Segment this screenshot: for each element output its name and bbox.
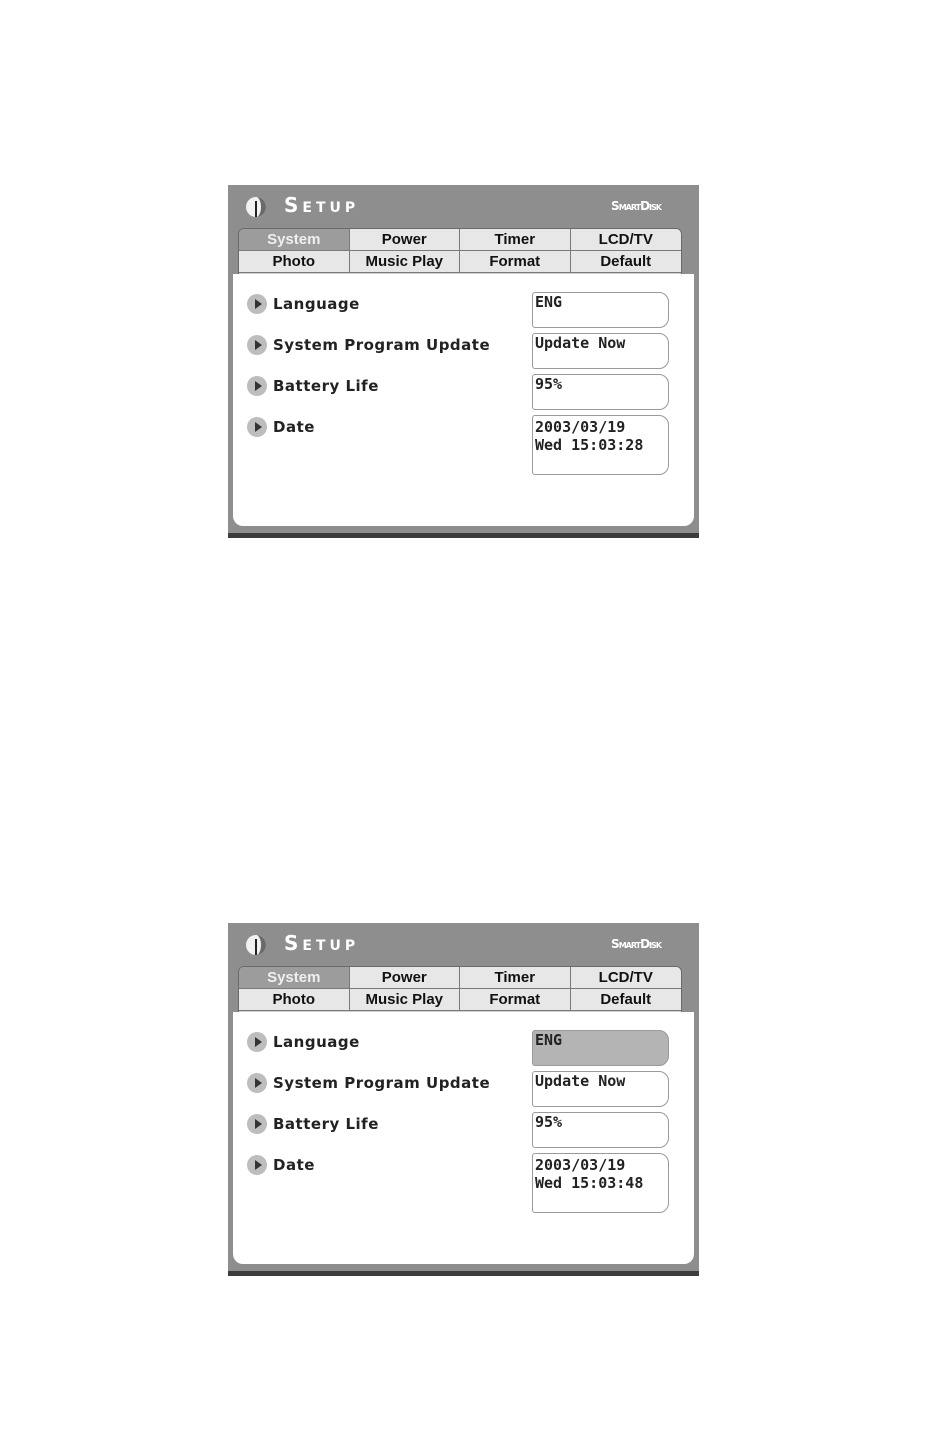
setting-row-language[interactable] bbox=[247, 294, 360, 314]
tab-format[interactable]: Format bbox=[460, 251, 571, 273]
update-now-value[interactable]: Update Now bbox=[532, 333, 669, 369]
play-arrow-icon bbox=[247, 294, 267, 314]
setting-label: Date bbox=[273, 418, 315, 436]
play-arrow-icon bbox=[247, 1032, 267, 1052]
tab-lcd-tv[interactable]: LCD/TV bbox=[571, 967, 682, 989]
globe-logo-icon bbox=[244, 195, 268, 219]
battery-value: 95% bbox=[532, 1112, 669, 1148]
time-line: Wed 15:03:48 bbox=[535, 1174, 644, 1192]
battery-value: 95% bbox=[532, 374, 669, 410]
tab-timer[interactable]: Timer bbox=[460, 229, 571, 251]
settings-panel bbox=[233, 1012, 694, 1264]
play-arrow-icon bbox=[247, 1114, 267, 1134]
tab-system[interactable]: System bbox=[239, 229, 350, 251]
play-arrow-icon bbox=[247, 1073, 267, 1093]
setting-row-language[interactable] bbox=[247, 1032, 360, 1052]
setting-label: System Program Update bbox=[273, 336, 491, 354]
play-arrow-icon bbox=[247, 417, 267, 437]
setup-screen-2 bbox=[228, 923, 699, 1276]
setting-label: Language bbox=[273, 295, 360, 313]
title-bar bbox=[228, 923, 699, 965]
setting-row-battery-life bbox=[247, 376, 379, 396]
setting-row-system-program-update[interactable] bbox=[247, 1073, 490, 1093]
page-title: Setup bbox=[284, 193, 360, 217]
date-value[interactable] bbox=[532, 1153, 669, 1213]
settings-panel bbox=[233, 274, 694, 526]
tab-photo[interactable]: Photo bbox=[239, 989, 350, 1011]
tab-power[interactable]: Power bbox=[350, 229, 461, 251]
update-now-value[interactable]: Update Now bbox=[532, 1071, 669, 1107]
setting-label: Battery Life bbox=[273, 377, 379, 395]
play-arrow-icon bbox=[247, 376, 267, 396]
setup-screen-1 bbox=[228, 185, 699, 538]
globe-logo-icon bbox=[244, 933, 268, 957]
title-bar bbox=[228, 185, 699, 227]
setting-label: Date bbox=[273, 1156, 315, 1174]
tab-lcd-tv[interactable]: LCD/TV bbox=[571, 229, 682, 251]
setting-row-battery-life bbox=[247, 1114, 379, 1134]
tab-bar bbox=[238, 966, 682, 1014]
tab-bar bbox=[238, 228, 682, 276]
time-line: Wed 15:03:28 bbox=[535, 436, 644, 454]
play-arrow-icon bbox=[247, 1155, 267, 1175]
play-arrow-icon bbox=[247, 335, 267, 355]
setting-row-date[interactable] bbox=[247, 1155, 315, 1175]
tab-power[interactable]: Power bbox=[350, 967, 461, 989]
tab-default[interactable]: Default bbox=[571, 251, 682, 273]
setting-label: Battery Life bbox=[273, 1115, 379, 1133]
tab-photo[interactable]: Photo bbox=[239, 251, 350, 273]
brand-logo: SmartDisk bbox=[611, 937, 661, 951]
setting-label: Language bbox=[273, 1033, 360, 1051]
language-value[interactable]: ENG bbox=[532, 292, 669, 328]
date-line: 2003/03/19 bbox=[535, 1156, 626, 1174]
setting-label: System Program Update bbox=[273, 1074, 491, 1092]
brand-logo: SmartDisk bbox=[611, 199, 661, 213]
tab-default[interactable]: Default bbox=[571, 989, 682, 1011]
page-title: Setup bbox=[284, 931, 360, 955]
tab-music-play[interactable]: Music Play bbox=[350, 251, 461, 273]
date-value[interactable] bbox=[532, 415, 669, 475]
date-line: 2003/03/19 bbox=[535, 418, 626, 436]
setting-row-date[interactable] bbox=[247, 417, 315, 437]
tab-format[interactable]: Format bbox=[460, 989, 571, 1011]
tab-timer[interactable]: Timer bbox=[460, 967, 571, 989]
tab-music-play[interactable]: Music Play bbox=[350, 989, 461, 1011]
setting-row-system-program-update[interactable] bbox=[247, 335, 490, 355]
tab-system[interactable]: System bbox=[239, 967, 350, 989]
language-value[interactable]: ENG bbox=[532, 1030, 669, 1066]
